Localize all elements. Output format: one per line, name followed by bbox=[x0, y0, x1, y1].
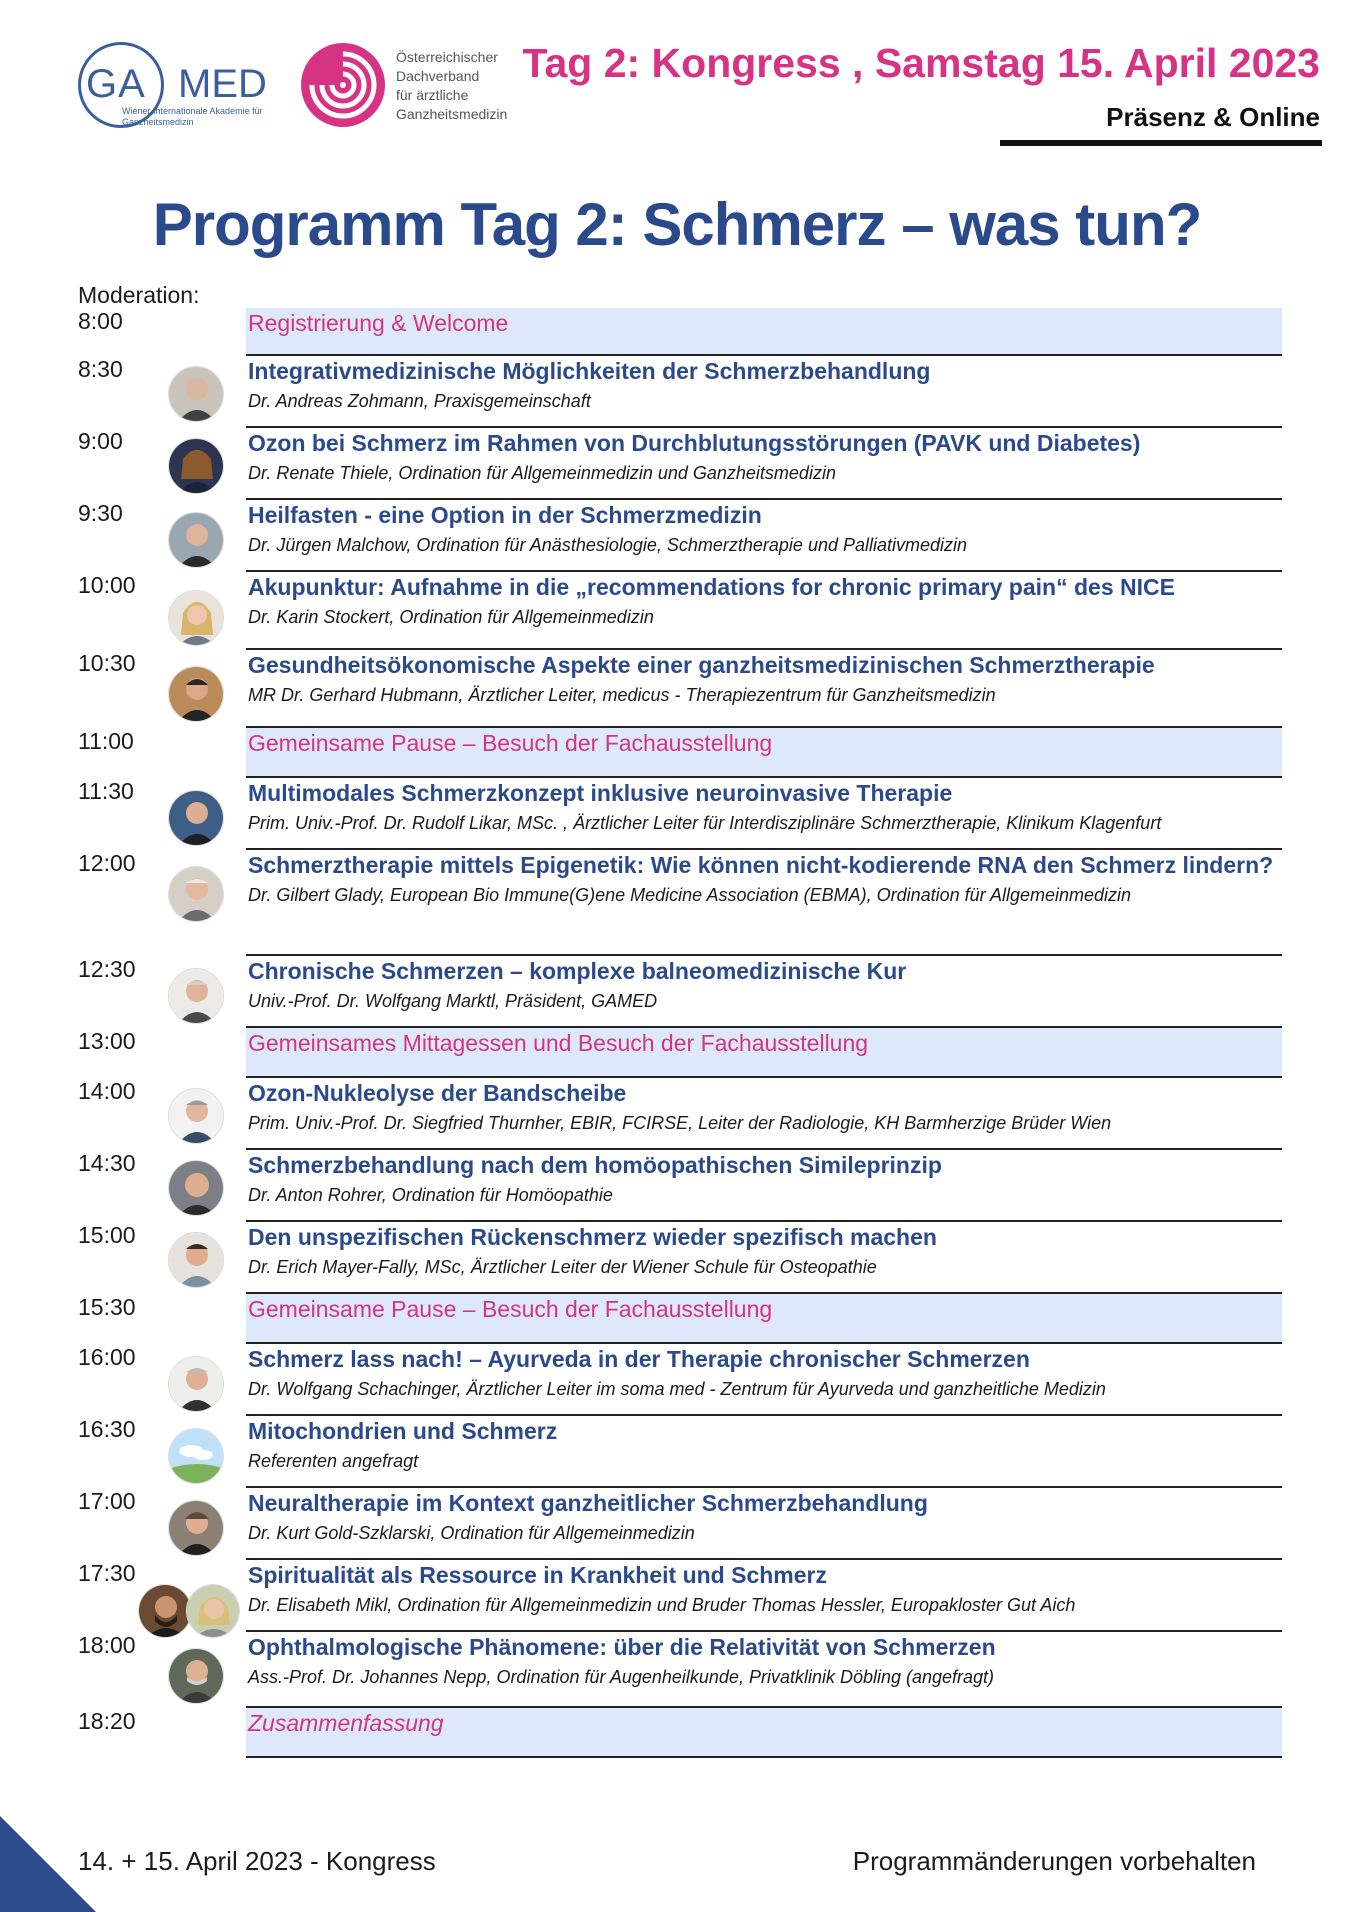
break-title: Registrierung & Welcome bbox=[248, 310, 509, 336]
talk-title: Schmerzbehandlung nach dem homöopathischen Simileprinzip bbox=[248, 1152, 942, 1178]
speaker-avatar bbox=[168, 666, 224, 722]
talk-block bbox=[246, 1560, 1282, 1632]
talk-title: Den unspezifischen Rückenschmerz wieder spezifisch machen bbox=[248, 1224, 937, 1250]
oedv-line-2: Dachverband bbox=[396, 68, 480, 84]
oedv-line-1: Österreichischer bbox=[396, 49, 498, 65]
break-block bbox=[246, 728, 1282, 778]
talk-block bbox=[246, 428, 1282, 500]
speaker-avatar bbox=[168, 1160, 224, 1216]
talk-speaker: Dr. Elisabeth Mikl, Ordination für Allgemeinmedizin und Bruder Thomas Hessler, Europakloster Gut Aich bbox=[248, 1595, 1076, 1615]
speaker-avatar bbox=[168, 1648, 224, 1704]
gamed-logo-ga: GA bbox=[86, 62, 146, 106]
time: 9:00 bbox=[78, 428, 123, 454]
break-block bbox=[246, 1028, 1282, 1078]
time: 18:00 bbox=[78, 1632, 136, 1658]
oedv-logo-text bbox=[396, 48, 526, 124]
talk-speaker: Dr. Gilbert Glady, European Bio Immune(G)ene Medicine Association (EBMA), Ordination für Allgemeinmedizin bbox=[248, 885, 1132, 905]
time: 10:00 bbox=[78, 572, 136, 598]
talk-block bbox=[246, 650, 1282, 728]
talk-title: Ozon bei Schmerz im Rahmen von Durchblutungsstörungen (PAVK und Diabetes) bbox=[248, 430, 1141, 456]
speaker-avatar bbox=[168, 512, 224, 568]
time: 8:00 bbox=[78, 308, 123, 334]
talk-speaker: MR Dr. Gerhard Hubmann, Ärztlicher Leiter, medicus - Therapiezentrum für Ganzheitsmedizin bbox=[248, 685, 996, 705]
header-subtitle: Präsenz & Online bbox=[1106, 102, 1320, 132]
talk-speaker: Dr. Karin Stockert, Ordination für Allgemeinmedizin bbox=[248, 607, 654, 627]
speaker-avatar bbox=[168, 438, 224, 494]
talk-title: Neuraltherapie im Kontext ganzheitlicher Schmerzbehandlung bbox=[248, 1490, 928, 1516]
speaker-avatar bbox=[168, 1500, 224, 1556]
time: 17:30 bbox=[78, 1560, 136, 1586]
talk-speaker: Dr. Renate Thiele, Ordination für Allgemeinmedizin und Ganzheitsmedizin bbox=[248, 463, 836, 483]
talk-speaker: Dr. Andreas Zohmann, Praxisgemeinschaft bbox=[248, 391, 591, 411]
talk-speaker: Dr. Jürgen Malchow, Ordination für Anästhesiologie, Schmerztherapie und Palliativmedizin bbox=[248, 535, 968, 555]
break-title: Gemeinsame Pause – Besuch der Fachausstellung bbox=[248, 730, 773, 756]
time: 16:30 bbox=[78, 1416, 136, 1442]
talk-title: Ophthalmologische Phänomene: über die Relativität von Schmerzen bbox=[248, 1634, 996, 1660]
time: 11:00 bbox=[78, 728, 134, 754]
talk-block bbox=[246, 1150, 1282, 1222]
time: 10:30 bbox=[78, 650, 136, 676]
oedv-line-3: für ärztliche bbox=[396, 87, 469, 103]
talk-block bbox=[246, 1222, 1282, 1294]
talk-block bbox=[246, 356, 1282, 428]
time: 13:00 bbox=[78, 1028, 136, 1054]
time: 11:30 bbox=[78, 778, 134, 804]
break-title: Zusammenfassung bbox=[248, 1710, 444, 1736]
time: 15:00 bbox=[78, 1222, 136, 1248]
speaker-avatar bbox=[168, 1088, 224, 1144]
talk-title: Akupunktur: Aufnahme in die „recommendations for chronic primary pain“ des NICE bbox=[248, 574, 1175, 600]
talk-title: Mitochondrien und Schmerz bbox=[248, 1418, 558, 1444]
talk-title: Integrativmedizinische Möglichkeiten der Schmerzbehandlung bbox=[248, 358, 931, 384]
speaker-avatar bbox=[138, 1584, 192, 1638]
speaker-avatar bbox=[168, 590, 224, 646]
talk-block bbox=[246, 1078, 1282, 1150]
header-title: Tag 2: Kongress , Samstag 15. April 2023 bbox=[522, 40, 1320, 86]
talk-block bbox=[246, 500, 1282, 572]
talk-title: Schmerztherapie mittels Epigenetik: Wie können nicht-kodierende RNA den Schmerz lindern? bbox=[248, 852, 1274, 878]
speaker-avatar bbox=[168, 866, 224, 922]
time: 9:30 bbox=[78, 500, 123, 526]
gamed-logo bbox=[74, 38, 284, 128]
speaker-avatar bbox=[168, 1232, 224, 1288]
break-block bbox=[246, 1708, 1282, 1758]
break-title: Gemeinsame Pause – Besuch der Fachausstellung bbox=[248, 1296, 773, 1322]
page-title: Programm Tag 2: Schmerz – was tun? bbox=[152, 191, 1202, 258]
footer-disclaimer: Programmänderungen vorbehalten bbox=[852, 1846, 1256, 1876]
talk-title: Ozon-Nukleolyse der Bandscheibe bbox=[248, 1080, 627, 1106]
oedv-logo bbox=[300, 42, 520, 132]
talk-block bbox=[246, 778, 1282, 850]
talk-speaker: Prim. Univ.-Prof. Dr. Siegfried Thurnher, EBIR, FCIRSE, Leiter der Radiologie, KH Barmherzige Brüder Wien bbox=[248, 1113, 1112, 1133]
time: 12:30 bbox=[78, 956, 136, 982]
gamed-logo-med: MED bbox=[178, 62, 267, 106]
talk-title: Gesundheitsökonomische Aspekte einer ganzheitsmedizinischen Schmerztherapie bbox=[248, 652, 1155, 678]
oedv-line-4: Ganzheitsmedizin bbox=[396, 106, 508, 122]
placeholder-landscape-icon bbox=[168, 1428, 224, 1484]
talk-speaker: Dr. Kurt Gold-Szklarski, Ordination für Allgemeinmedizin bbox=[248, 1523, 695, 1543]
speaker-avatar bbox=[168, 968, 224, 1024]
speaker-avatar bbox=[186, 1584, 240, 1638]
talk-speaker: Ass.-Prof. Dr. Johannes Nepp, Ordination für Augenheilkunde, Privatklinik Döbling (angefragt) bbox=[248, 1667, 995, 1687]
time: 8:30 bbox=[78, 356, 123, 382]
talk-speaker: Dr. Anton Rohrer, Ordination für Homöopathie bbox=[248, 1185, 613, 1205]
talk-title: Heilfasten - eine Option in der Schmerzmedizin bbox=[248, 502, 762, 528]
spiral-logo-icon bbox=[300, 42, 386, 128]
talk-title: Schmerz lass nach! – Ayurveda in der Therapie chronischer Schmerzen bbox=[248, 1346, 1030, 1372]
talk-speaker: Referenten angefragt bbox=[248, 1451, 419, 1471]
talk-block bbox=[246, 956, 1282, 1028]
break-block bbox=[246, 308, 1282, 356]
time: 17:00 bbox=[78, 1488, 136, 1514]
talk-speaker: Prim. Univ.-Prof. Dr. Rudolf Likar, MSc. , Ärztlicher Leiter für Interdisziplinäre Schmerztherapie, Klinikum Klagenfurt bbox=[248, 813, 1162, 833]
talk-block bbox=[246, 572, 1282, 650]
time: 12:00 bbox=[78, 850, 136, 876]
talk-block bbox=[246, 1488, 1282, 1560]
talk-title: Spiritualität als Ressource in Krankheit und Schmerz bbox=[248, 1562, 827, 1588]
moderation-label: Moderation: bbox=[78, 282, 200, 308]
speaker-avatar bbox=[168, 790, 224, 846]
time: 15:30 bbox=[78, 1294, 136, 1320]
footer-dates: 14. + 15. April 2023 - Kongress bbox=[78, 1846, 436, 1876]
time: 14:30 bbox=[78, 1150, 136, 1176]
talk-speaker: Univ.-Prof. Dr. Wolfgang Marktl, Präsident, GAMED bbox=[248, 991, 658, 1011]
talk-title: Chronische Schmerzen – komplexe balneomedizinische Kur bbox=[248, 958, 907, 984]
talk-block bbox=[246, 1344, 1282, 1416]
talk-speaker: Dr. Erich Mayer-Fally, MSc, Ärztlicher Leiter der Wiener Schule für Osteopathie bbox=[248, 1257, 877, 1277]
speaker-avatar bbox=[168, 366, 224, 422]
time: 14:00 bbox=[78, 1078, 136, 1104]
talk-block bbox=[246, 1416, 1282, 1488]
time: 18:20 bbox=[78, 1708, 136, 1734]
talk-block bbox=[246, 1632, 1282, 1708]
talk-speaker: Dr. Wolfgang Schachinger, Ärztlicher Leiter im soma med - Zentrum für Ayurveda und ganzheitliche Medizin bbox=[248, 1379, 1106, 1399]
break-title: Gemeinsames Mittagessen und Besuch der Fachausstellung bbox=[248, 1030, 869, 1056]
speaker-avatar bbox=[168, 1356, 224, 1412]
break-block bbox=[246, 1294, 1282, 1344]
gamed-logo-subtitle: Wiener Internationale Akademie für Ganzheitsmedizin bbox=[122, 106, 263, 127]
header-rule bbox=[1000, 140, 1322, 146]
talk-title: Multimodales Schmerzkonzept inklusive neuroinvasive Therapie bbox=[248, 780, 953, 806]
time: 16:00 bbox=[78, 1344, 136, 1370]
talk-block bbox=[246, 850, 1282, 956]
